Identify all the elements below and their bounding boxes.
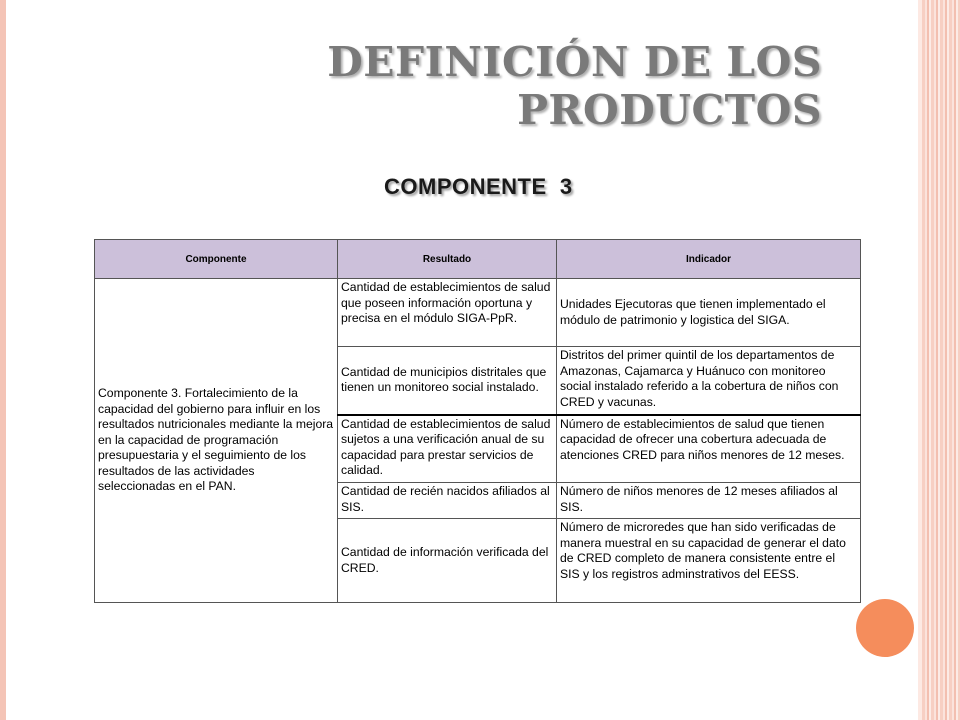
indicador-cell: Número de niños menores de 12 meses afiliados al SIS.: [557, 483, 861, 519]
header-resultado: Resultado: [338, 240, 557, 279]
resultado-cell: Cantidad de establecimientos de salud sujetos a una verificación anual de su capacidad para prestar servicios de calidad.: [338, 415, 557, 483]
indicador-cell: Distritos del primer quintil de los departamentos de Amazonas, Cajamarca y Huánuco con monitoreo social instalado referido a la cobertura de niños con CRED y vacunas.: [557, 347, 861, 415]
slide-title-line-1: DEFINICIÓN DE LOS: [327, 38, 822, 86]
left-frame-stripe: [0, 0, 6, 720]
resultado-cell: Cantidad de establecimientos de salud que poseen información oportuna y precisa en el módulo SIGA-PpR.: [338, 279, 557, 347]
indicador-cell: Número de establecimientos de salud que tienen capacidad de ofrecer una cobertura adecuada de atenciones CRED para niños menores de 12 meses.: [557, 415, 861, 483]
resultado-cell: Cantidad de información verificada del CRED.: [338, 519, 557, 603]
indicador-cell: Unidades Ejecutoras que tienen implementado el módulo de patrimonio y logistica del SIGA.: [557, 279, 861, 347]
slide-title: [122, 38, 822, 134]
header-indicador: Indicador: [557, 240, 861, 279]
decorative-orange-circle: [856, 599, 914, 657]
table-row: [95, 279, 861, 347]
header-componente: Componente: [95, 240, 338, 279]
table-header-row: [95, 240, 861, 279]
resultado-cell: Cantidad de municipios distritales que tienen un monitoreo social instalado.: [338, 347, 557, 415]
slide-title-line-2: PRODUCTOS: [517, 86, 822, 134]
slide-subtitle: COMPONENTE 3: [384, 174, 573, 199]
products-table: [94, 239, 861, 603]
componente-cell: Componente 3. Fortalecimiento de la capacidad del gobierno para influir en los resultados nutricionales mediante la mejora en la capacidad de programación presupuestaria y el seguimiento de los resultados de las actividades seleccionadas en el PAN.: [95, 279, 338, 603]
resultado-cell: Cantidad de recién nacidos afiliados al SIS.: [338, 483, 557, 519]
right-frame-stripes: [922, 0, 960, 720]
indicador-cell: Número de microredes que han sido verificadas de manera muestral en su capacidad de generar el dato de CRED completo de manera consistente entre el SIS y los registros adminstrativos del EESS.: [557, 519, 861, 603]
